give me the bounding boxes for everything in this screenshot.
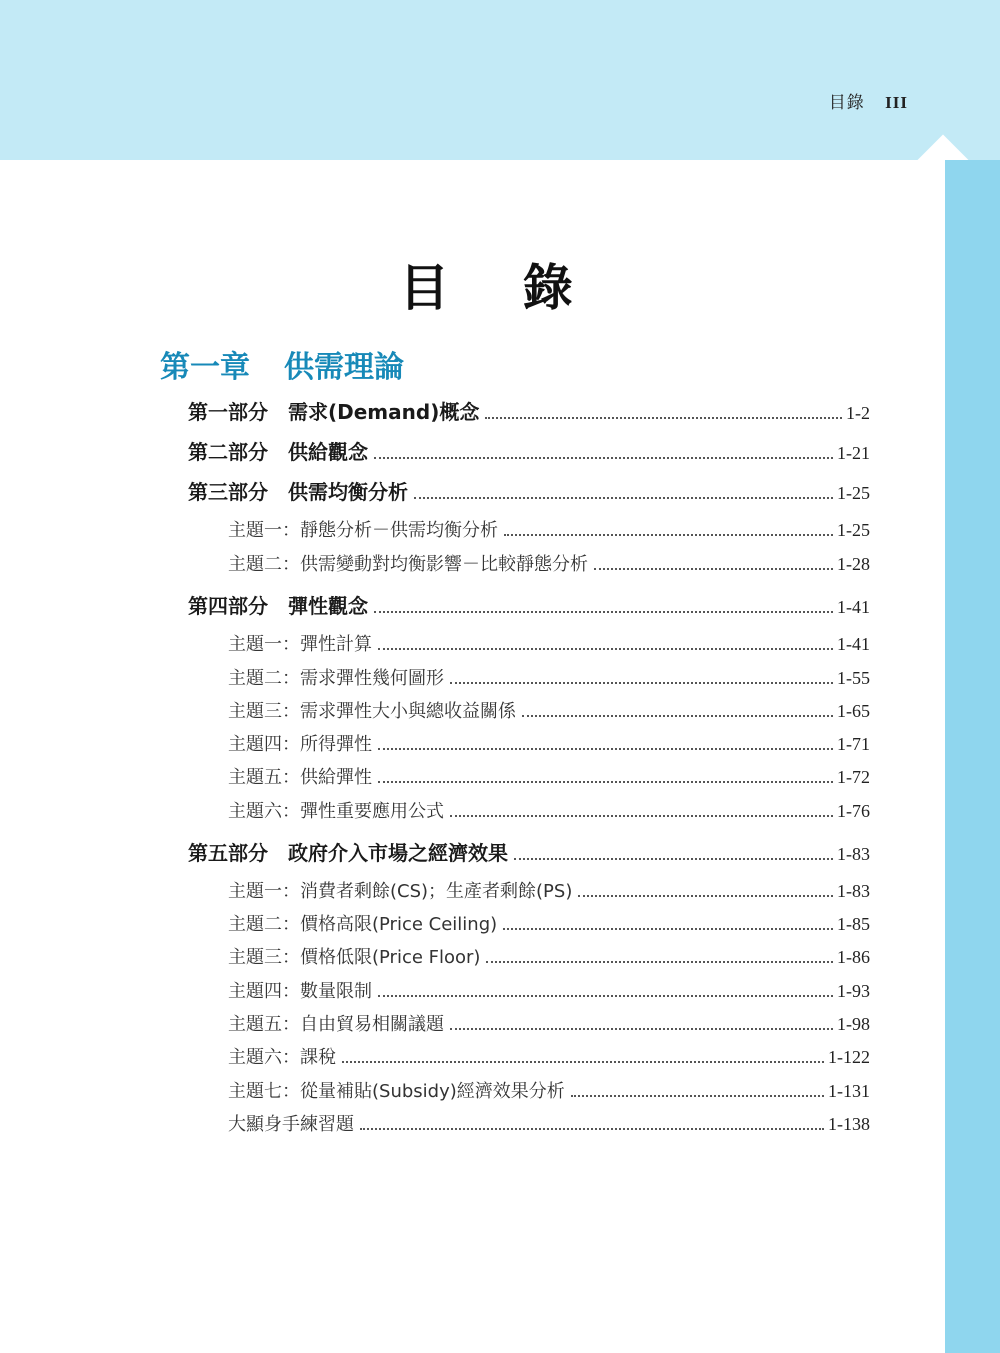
dot-leader	[378, 647, 833, 650]
toc-entry-page: 1-2	[846, 403, 870, 423]
dot-leader	[504, 533, 833, 536]
toc-entry-page: 1-76	[837, 801, 870, 821]
toc-entry-label: 主題一：消費者剩餘(CS)；生產者剩餘(PS)	[228, 881, 573, 902]
toc-topic-entry[interactable]	[228, 730, 870, 756]
toc-entry-page: 1-85	[837, 914, 870, 934]
dot-leader	[378, 780, 833, 783]
toc-topic-entry[interactable]	[228, 630, 870, 656]
page-number: III	[885, 93, 908, 112]
toc-entry-page: 1-83	[837, 844, 870, 864]
toc-entry-page: 1-41	[837, 597, 870, 617]
toc-topic-entry[interactable]	[228, 516, 870, 542]
dot-leader	[360, 1127, 824, 1130]
toc-entry-label: 大顯身手練習題	[228, 1114, 354, 1135]
dot-leader	[450, 814, 833, 817]
dot-leader	[374, 610, 833, 613]
dot-leader	[450, 1027, 833, 1030]
toc-entry-page: 1-72	[837, 767, 870, 787]
toc-entry-label: 第三部分 供需均衡分析	[188, 480, 408, 504]
toc-entry-label: 第一部分 需求(Demand)概念	[188, 400, 480, 424]
page-title: 目 錄	[399, 258, 601, 317]
dot-leader	[514, 857, 833, 860]
toc-entry-label: 主題一：彈性計算	[228, 634, 372, 655]
toc-entry-label: 主題一：靜態分析－供需均衡分析	[228, 520, 498, 541]
dot-leader	[522, 714, 833, 717]
dot-leader	[450, 681, 833, 684]
toc-entry-page: 1-25	[837, 520, 870, 540]
toc-entry-label: 主題二：價格高限(Price Ceiling)	[228, 914, 498, 935]
toc-entry-label: 主題五：自由貿易相關議題	[228, 1014, 444, 1035]
toc-entry-page: 1-131	[828, 1081, 870, 1101]
toc-part-entry[interactable]	[188, 396, 870, 425]
toc-topic-entry[interactable]	[228, 797, 870, 823]
toc-topic-entry[interactable]	[228, 1110, 870, 1136]
toc-part-entry[interactable]	[188, 436, 870, 465]
toc-part-entry[interactable]	[188, 837, 870, 866]
toc-entry-page: 1-41	[837, 634, 870, 654]
dot-leader	[374, 456, 833, 459]
toc-topic-entry[interactable]	[228, 1010, 870, 1036]
toc-entry-label: 第四部分 彈性觀念	[188, 594, 368, 618]
dot-leader	[378, 747, 833, 750]
toc-topic-entry[interactable]	[228, 943, 870, 969]
toc-entry-label: 主題二：需求彈性幾何圖形	[228, 668, 444, 689]
toc-entry-label: 第二部分 供給觀念	[188, 440, 368, 464]
toc-topic-entry[interactable]	[228, 697, 870, 723]
toc-topic-entry[interactable]	[228, 664, 870, 690]
toc-entry-page: 1-28	[837, 554, 870, 574]
dot-leader	[594, 567, 833, 570]
toc-entry-page: 1-86	[837, 947, 870, 967]
toc-entry-page: 1-83	[837, 881, 870, 901]
toc-entry-page: 1-98	[837, 1014, 870, 1034]
toc-entry-page: 1-65	[837, 701, 870, 721]
running-head-title: 目錄	[828, 93, 865, 113]
chapter-number: 第一章	[160, 350, 250, 385]
dot-leader	[342, 1060, 824, 1063]
toc-topic-entry[interactable]	[228, 1077, 870, 1103]
toc-topic-entry[interactable]	[228, 877, 870, 903]
toc-entry-page: 1-21	[837, 443, 870, 463]
toc-entry-page: 1-122	[828, 1047, 870, 1067]
toc-entry-label: 主題七：從量補貼(Subsidy)經濟效果分析	[228, 1081, 565, 1102]
toc-part-entry[interactable]	[188, 476, 870, 505]
toc-entry-page: 1-55	[837, 668, 870, 688]
toc-entry-label: 主題六：課稅	[228, 1047, 336, 1068]
toc-entry-label: 主題二：供需變動對均衡影響－比較靜態分析	[228, 554, 588, 575]
chapter-title: 供需理論	[284, 350, 404, 385]
toc-topic-entry[interactable]	[228, 763, 870, 789]
toc-topic-entry[interactable]	[228, 977, 870, 1003]
toc-topic-entry[interactable]	[228, 550, 870, 576]
toc-entry-page: 1-71	[837, 734, 870, 754]
toc-entry-page: 1-93	[837, 981, 870, 1001]
dot-leader	[503, 927, 833, 930]
toc-part-entry[interactable]	[188, 590, 870, 619]
toc-entry-page: 1-138	[828, 1114, 870, 1134]
toc-entry-page: 1-25	[837, 483, 870, 503]
dot-leader	[578, 894, 833, 897]
dot-leader	[378, 994, 833, 997]
toc-entry-label: 主題四：所得彈性	[228, 734, 372, 755]
toc-topic-entry[interactable]	[228, 910, 870, 936]
toc-entry-label: 主題三：價格低限(Price Floor)	[228, 947, 481, 968]
toc-topic-entry[interactable]	[228, 1043, 870, 1069]
dot-leader	[571, 1094, 824, 1097]
dot-leader	[485, 416, 842, 419]
dot-leader	[414, 496, 833, 499]
toc-entry-label: 主題三：需求彈性大小與總收益關係	[228, 701, 516, 722]
toc-entry-label: 主題六：彈性重要應用公式	[228, 801, 444, 822]
toc-entry-label: 主題五：供給彈性	[228, 767, 372, 788]
toc-entry-label: 主題四：數量限制	[228, 981, 372, 1002]
toc-entry-label: 第五部分 政府介入市場之經濟效果	[188, 841, 508, 865]
dot-leader	[486, 960, 833, 963]
